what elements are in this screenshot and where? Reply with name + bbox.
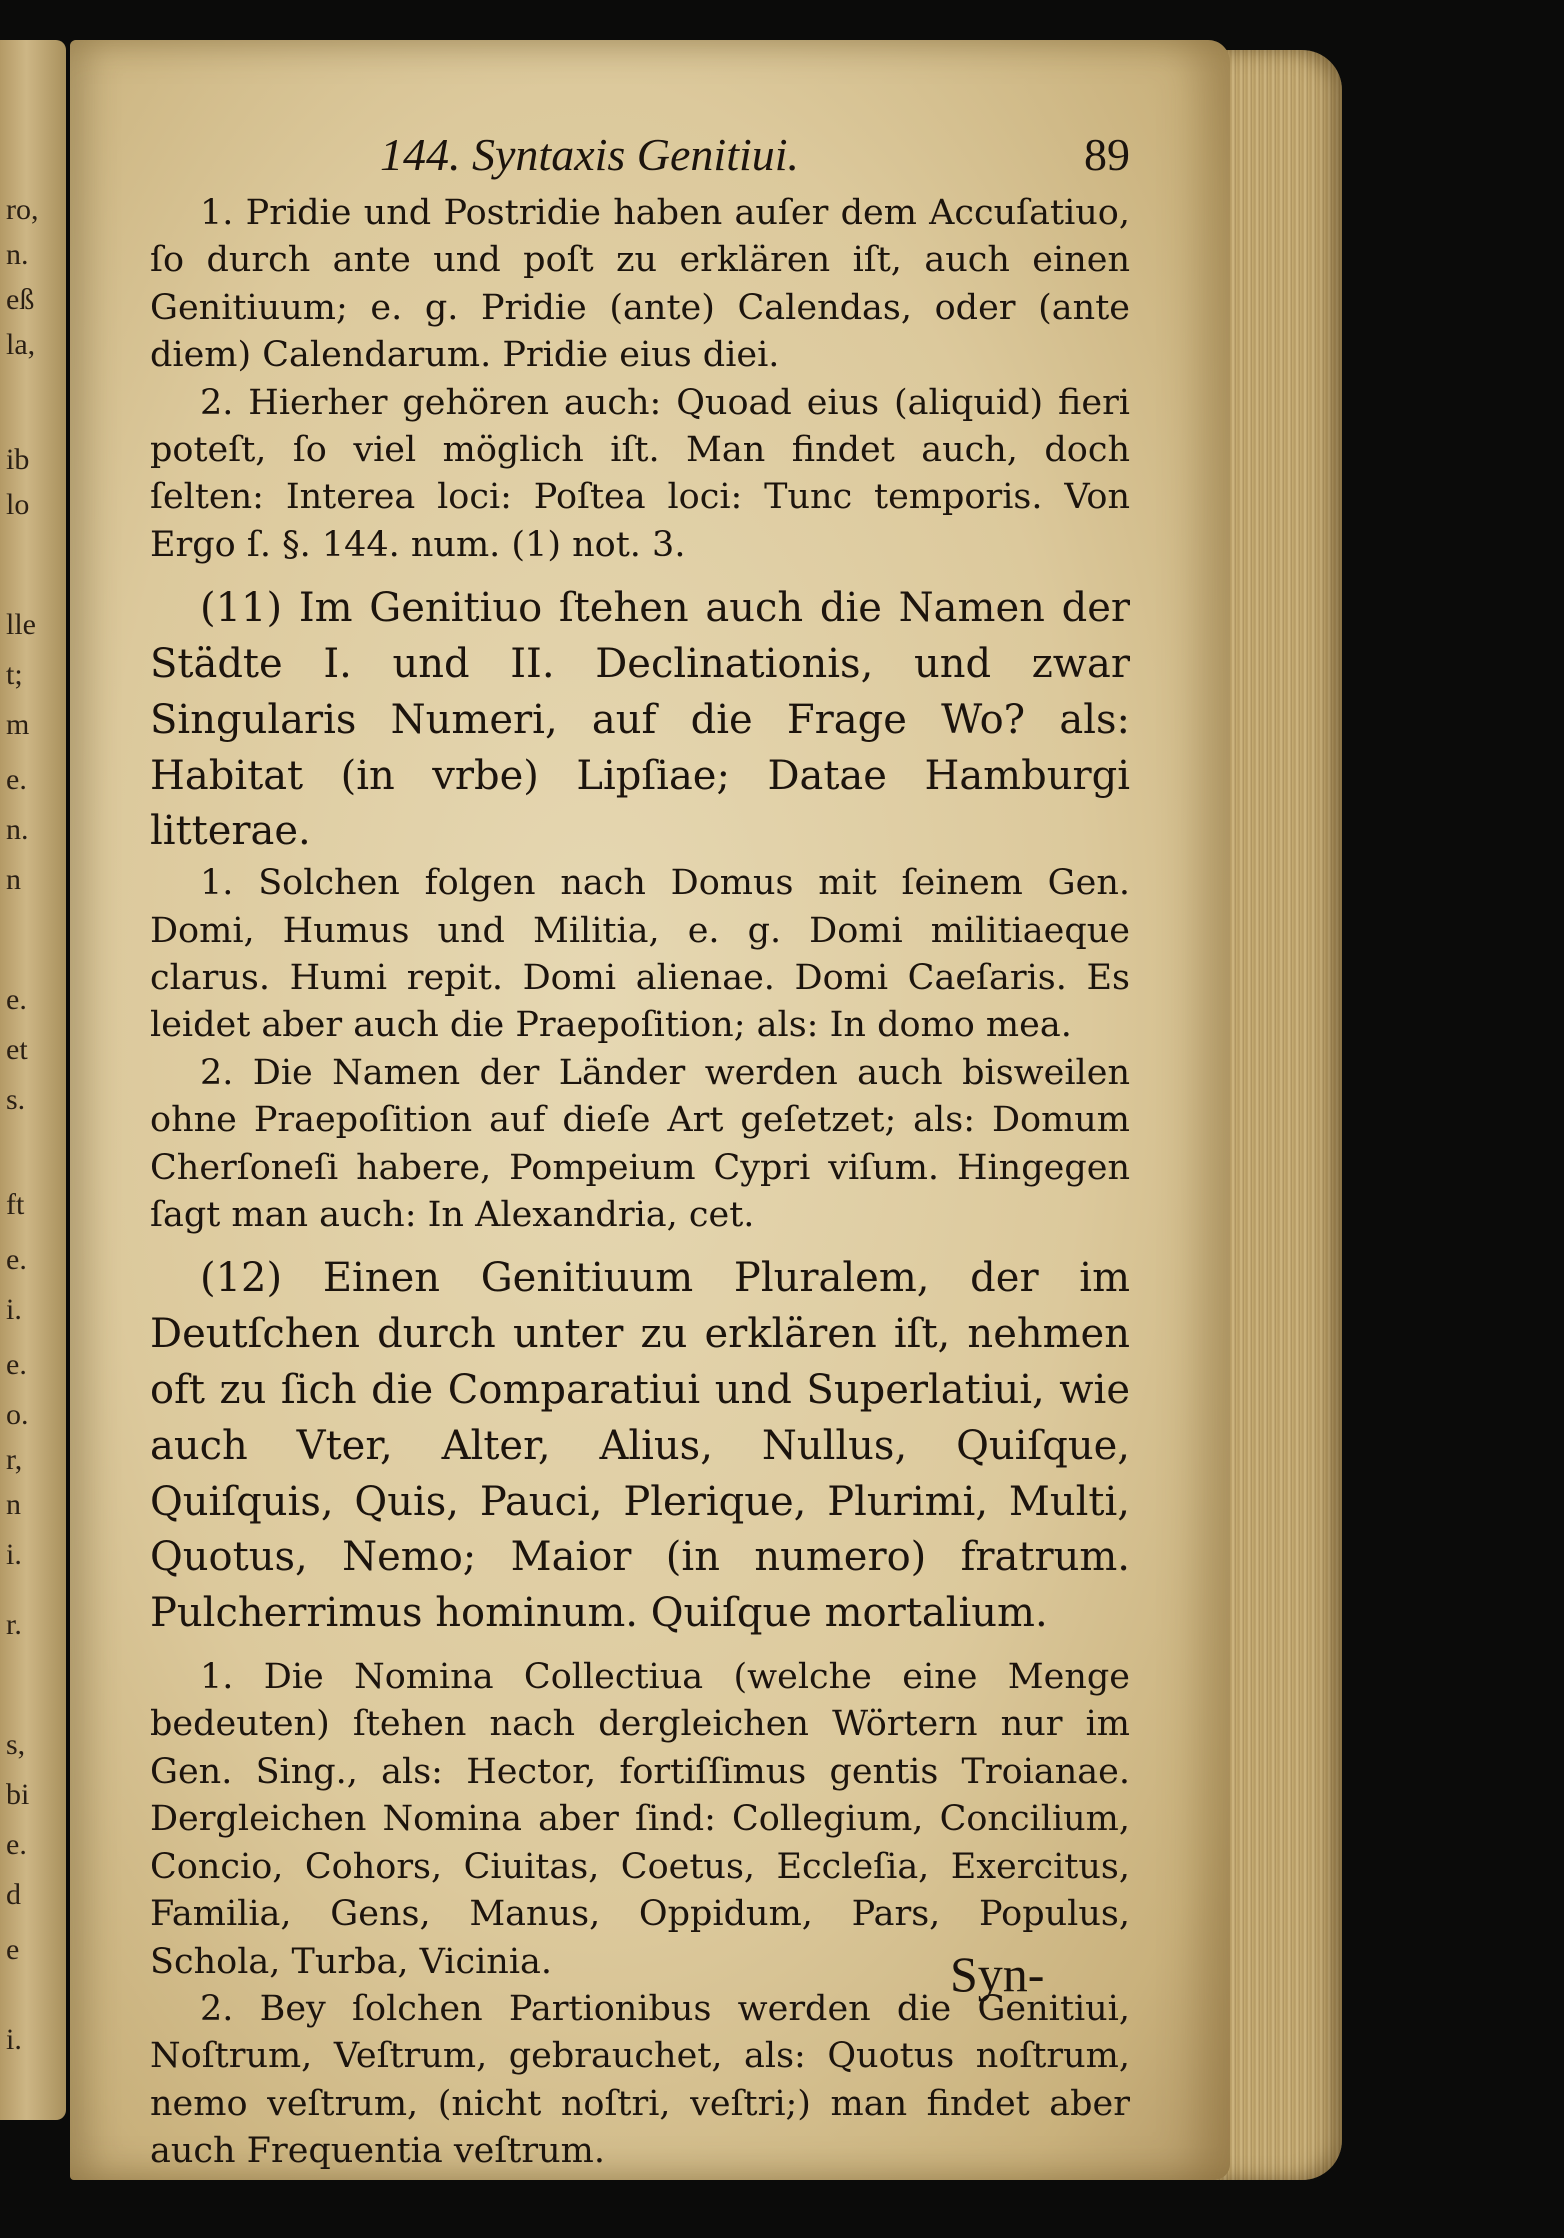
facing-page-fragment: o.: [6, 1398, 29, 1431]
facing-page-fragment: t;: [6, 658, 23, 691]
facing-page-fragment: lo: [6, 488, 30, 521]
facing-page-fragment: m: [6, 708, 30, 741]
facing-page-fragment: n: [6, 1488, 21, 1521]
paragraph-rule-11: (11) Im Genitiuo ſtehen auch die Namen der Städte I. und II. Declinationis, und zwar Singularis Numeri, auf die Frage Wo? als: Habitat (in vrbe) Lipſiae; Datae Hamburgi litterae.: [150, 585, 1130, 855]
facing-page-fragment: lle: [6, 608, 36, 641]
paragraph-note-1: 1. Die Nomina Collectiua (welche eine Menge bedeuten) ſtehen nach dergleichen Wörtern nur im Gen. Sing., als: Hector, fortiſſimus gentis Troianae. Dergleichen Nomina aber ſind: Collegium, Concilium, Concio, Cohors, Ciuitas, Coetus, Eccleſia, Exercitus, Familia, Gens, Manus, Oppidum, Pars, Populus, Schola, Turba, Vicinia.: [150, 1657, 1130, 1982]
paragraph-rule-12: (12) Einen Genitiuum Pluralem, der im Deutſchen durch unter zu erklären iſt, nehmen oft zu ſich die Comparatiui und Superlatiui, wie auch Vter, Alter, Alius, Nullus, Quiſque, Quiſquis, Quis, Pauci, Plerique, Plurimi, Multi, Quotus, Nemo; Maior (in numero) fratrum. Pulcherrimus hominum. Quiſque mortalium.: [150, 1255, 1130, 1637]
facing-page-fragment: e.: [6, 983, 27, 1016]
facing-page-fragment: i.: [6, 2023, 22, 2056]
facing-page-fragment: s.: [6, 1083, 26, 1116]
paragraph-note-2: 2. Hierher gehören auch: Quoad eius (aliquid) fieri poteſt, ſo viel möglich iſt. Man findet auch, doch ſelten: Interea loci: Poſtea loci: Tunc temporis. Von Ergo ſ. §. 144. num. (1) not. 3.: [150, 382, 1130, 565]
facing-page-fragment: et: [6, 1033, 28, 1066]
facing-page-fragment: e.: [6, 1243, 27, 1276]
page-fore-edge: [1212, 50, 1342, 2180]
facing-page-fragment: bi: [6, 1778, 30, 1811]
page-number: 89: [1084, 129, 1130, 180]
facing-page-fragment: i.: [6, 1293, 22, 1326]
facing-page-fragment: d: [6, 1878, 21, 1911]
facing-page-fragment: e.: [6, 1828, 27, 1861]
facing-page-fragment: e.: [6, 1348, 27, 1381]
facing-page-fragment: ft: [6, 1188, 25, 1221]
facing-page-fragment: e: [6, 1933, 20, 1966]
facing-page-fragment: i.: [6, 1538, 22, 1571]
paragraph-note-1: 1. Pridie und Postridie haben auſer dem Accuſatiuo, ſo durch ante und poſt zu erklären iſt, auch einen Genitiuum; e. g. Pridie (ante) Calendas, oder (ante diem) Calendarum. Pridie eius diei.: [150, 193, 1130, 376]
running-header: [150, 110, 1130, 190]
page-text-block: [150, 110, 1130, 2176]
facing-page-fragment: n: [6, 863, 21, 896]
paragraph-note-2: 2. Bey ſolchen Partionibus werden die Genitiui, Noſtrum, Veſtrum, gebrauchet, als: Quotus noſtrum, nemo veſtrum, (nicht noſtri, veſtri;) man findet aber auch Frequentia veſtrum.: [150, 1988, 1130, 2172]
facing-page-fragment: eß: [6, 283, 35, 316]
facing-page-fragment: r,: [6, 1443, 23, 1476]
facing-page-fragment: la,: [6, 328, 36, 361]
facing-page-fragment: ib: [6, 443, 30, 476]
facing-page-fragment: s,: [6, 1728, 26, 1761]
running-title: 144. Syntaxis Genitiui.: [380, 129, 800, 180]
facing-page-strip: [0, 40, 66, 2120]
paragraph-note-1: 1. Solchen folgen nach Domus mit ſeinem Gen. Domi, Humus und Militia, e. g. Domi militiaeque clarus. Humi repit. Domi alienae. Domi Caeſaris. Es leidet aber auch die Praepoſition; als: In domo mea.: [150, 863, 1130, 1046]
facing-page-fragment: e.: [6, 763, 27, 796]
facing-page-fragment: ro,: [6, 193, 39, 226]
catchword: Syn-: [950, 1946, 1045, 2002]
paragraph-note-2: 2. Die Namen der Länder werden auch bisweilen ohne Praepoſition auf dieſe Art geſetzet; als: Domum Cherſoneſi habere, Pompeium Cypri viſum. Hingegen ſagt man auch: In Alexandria, cet.: [150, 1052, 1130, 1236]
facing-page-fragment: r.: [6, 1608, 22, 1641]
book-page: [70, 40, 1230, 2180]
facing-page-fragment: n.: [6, 813, 29, 846]
facing-page-fragment: n.: [6, 238, 29, 271]
